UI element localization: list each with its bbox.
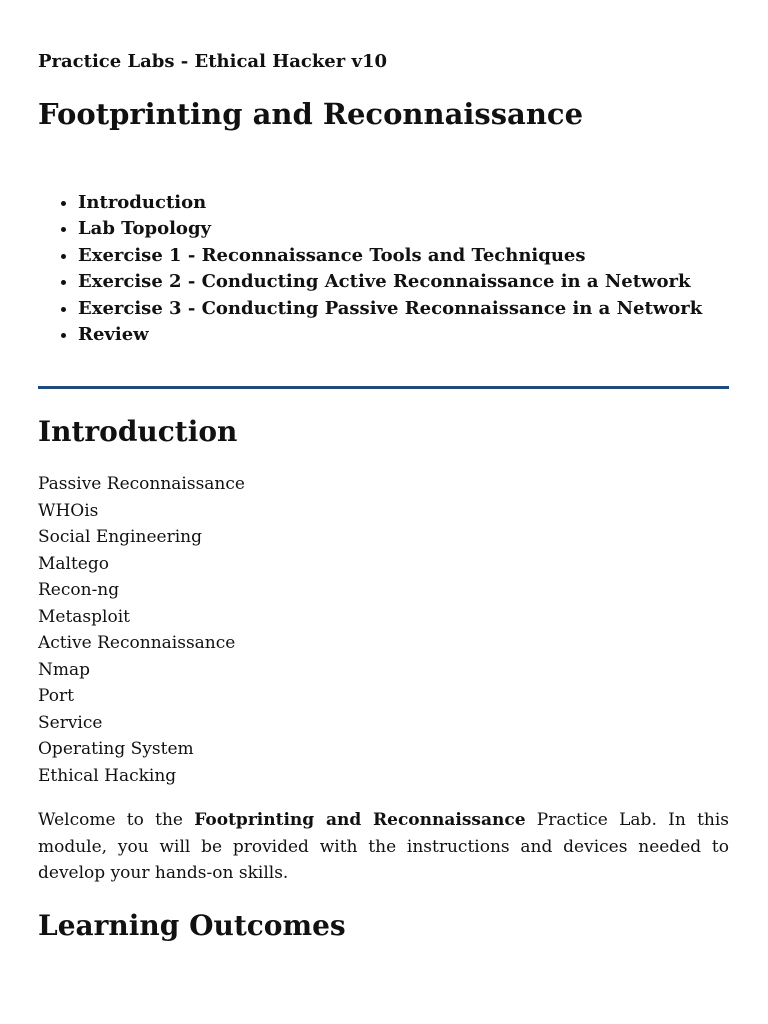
toc-item-label[interactable]: Exercise 2 - Conducting Active Reconnaissance in a Network (78, 271, 691, 293)
course-title: Practice Labs - Ethical Hacker v10 (38, 51, 388, 72)
keyword-item: Nmap (38, 659, 91, 680)
keyword-list (38, 471, 245, 789)
welcome-paragraph (38, 807, 729, 887)
welcome-suffix: Practice Lab. In this module, you will be provided with the instructions and devices needed to develop your hands-on skills. (38, 810, 730, 883)
welcome-prefix: Welcome to the (38, 810, 195, 830)
section-divider (38, 386, 729, 389)
keyword-item: Ethical Hacking (38, 765, 177, 786)
toc-item-exercise-3[interactable] (78, 296, 702, 322)
keyword-item: Port (38, 686, 74, 706)
toc-item-review[interactable] (78, 322, 702, 348)
toc-item-label[interactable]: Exercise 3 - Conducting Passive Reconnaissance in a Network (78, 297, 703, 319)
table-of-contents (38, 190, 702, 348)
toc-item-label[interactable]: Introduction (78, 192, 207, 213)
keyword-item: Social Engineering (38, 527, 202, 547)
toc-item-exercise-1[interactable] (78, 243, 702, 269)
toc-item-introduction[interactable] (78, 190, 702, 216)
toc-item-label[interactable]: Exercise 1 - Reconnaissance Tools and Techniques (78, 244, 586, 266)
page-title: Footprinting and Reconnaissance (38, 97, 584, 131)
keyword-item: Metasploit (38, 606, 130, 627)
keyword-item: Passive Reconnaissance (38, 474, 245, 494)
toc-item-label[interactable]: Lab Topology (78, 218, 211, 240)
keyword-item: Service (38, 712, 103, 733)
introduction-heading: Introduction (38, 415, 238, 448)
keyword-item: Maltego (38, 553, 109, 574)
keyword-item: Recon-ng (38, 580, 120, 600)
welcome-lab-name: Footprinting and Reconnaissance (194, 810, 526, 830)
toc-item-label[interactable]: Review (78, 324, 149, 346)
keyword-item: Active Reconnaissance (38, 633, 236, 653)
toc-item-lab-topology[interactable] (78, 216, 702, 242)
keyword-item: Operating System (38, 739, 194, 759)
learning-outcomes-heading: Learning Outcomes (38, 909, 346, 942)
keyword-item: WHOis (38, 500, 99, 521)
toc-item-exercise-2[interactable] (78, 269, 702, 295)
